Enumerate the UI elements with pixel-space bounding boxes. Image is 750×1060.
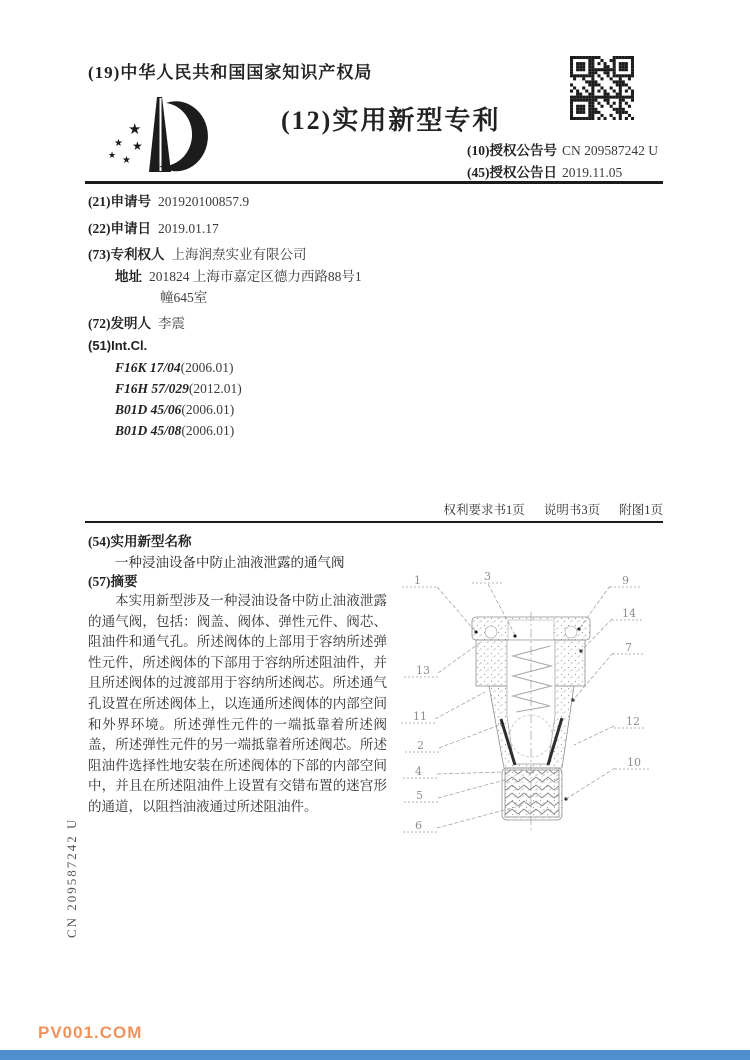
patentee-value: 上海润焘实业有限公司: [171, 247, 307, 262]
filing-date-value: 2019.01.17: [158, 221, 219, 236]
classification-version: (2006.01): [181, 423, 235, 438]
address-row: [115, 265, 362, 285]
callout-label: 14: [622, 607, 636, 620]
svg-text:★: ★: [128, 122, 142, 138]
inventor-row: [88, 312, 185, 332]
application-number-label: (21)申请号: [88, 194, 151, 209]
classification-row: [115, 402, 234, 418]
address-label: 地址: [115, 269, 142, 284]
publication-number-line: [467, 139, 658, 159]
callout-label: 3: [484, 570, 491, 583]
qr-code-icon: [570, 56, 634, 120]
claims-pages: 权利要求书1页: [443, 503, 525, 517]
invention-title: 一种浸油设备中防止油液泄露的通气阀: [115, 555, 345, 570]
document-type-title: (12)实用新型专利: [281, 106, 501, 135]
cnipa-logo-icon: [104, 90, 216, 178]
publication-date-line: [467, 161, 622, 181]
classification-version: (2012.01): [188, 381, 242, 396]
description-pages: 说明书3页: [543, 503, 601, 517]
classification-code: F16K 17/04: [115, 360, 181, 375]
abstract-section-label: (57)摘要: [88, 574, 138, 589]
callout-label: 5: [416, 789, 423, 802]
classification-version: (2006.01): [181, 402, 235, 417]
svg-text:★: ★: [132, 139, 143, 153]
classification-row: [115, 360, 234, 376]
drawings-pages: 附图1页: [619, 503, 663, 517]
publication-date-value: 2019.11.05: [562, 165, 623, 180]
footer-bar: [0, 1050, 750, 1060]
classification-row: [115, 381, 242, 397]
address-row-2: [160, 286, 207, 306]
callout-label: 9: [622, 574, 629, 587]
header-divider: [85, 181, 663, 184]
address-line2: 幢645室: [160, 290, 208, 305]
patent-figure: [392, 568, 684, 855]
watermark-text: PV001.COM: [38, 1023, 143, 1042]
callout-label: 6: [415, 819, 422, 832]
classification-code: B01D 45/08: [115, 423, 182, 438]
filing-date-row: [88, 217, 219, 237]
pages-info-line: [85, 500, 663, 518]
intcl-row: [88, 338, 147, 354]
inventor-label: (72)发明人: [88, 316, 151, 331]
classification-code: B01D 45/06: [115, 402, 182, 417]
classification-code: F16H 57/029: [115, 381, 189, 396]
publication-number-label: (10)授权公告号: [467, 143, 557, 158]
callout-label: 1: [414, 574, 421, 587]
svg-text:★: ★: [108, 150, 117, 160]
callout-label: 13: [416, 664, 430, 677]
callout-label: 10: [627, 756, 641, 769]
biblio-divider: [85, 521, 663, 523]
patentee-row: [88, 243, 307, 263]
publication-number-value: CN 209587242 U: [562, 143, 659, 158]
inventor-value: 李震: [158, 316, 185, 331]
abstract-text: 本实用新型涉及一种浸油设备中防止油液泄露的通气阀，包括：阀盖、阀体、弹性元件、阀芯、阻油件和通气孔。所述阀体的上部用于容纳所述弹性元件，所述阀体的下部用于容纳所述阻油件，并且所述阀体的过渡部用于容纳所述阀芯。所述通气孔设置在所述阀体上，以连通所述阀体的内部空间和外界环境。所述弹性元件的一端抵靠着所述阀盖，所述弹性元件的另一端抵靠着所述阀芯。所述阻油件选择性地安装在所述阀体的下部的内部空间中，并且在所述阻油件上设置有交错布置的迷宫形的通道，以阻挡油液通过所述阻油件。: [88, 593, 387, 814]
title-section-label: (54)实用新型名称: [88, 534, 192, 549]
callout-label: 11: [413, 710, 427, 723]
callout-label: 12: [626, 715, 640, 728]
callout-label: 2: [417, 739, 424, 752]
classification-version: (2006.01): [180, 360, 234, 375]
oil-block-element: [505, 770, 559, 817]
svg-text:★: ★: [114, 138, 123, 149]
svg-text:★: ★: [122, 155, 131, 166]
publication-date-label: (45)授权公告日: [467, 165, 557, 180]
application-number-row: [88, 190, 249, 210]
side-publication-number: CN 209587242 U: [64, 817, 79, 938]
application-number-value: 201920100857.9: [158, 194, 250, 209]
callout-label: 7: [625, 641, 632, 654]
callout-label: 4: [415, 765, 422, 778]
intcl-label: (51)Int.Cl.: [88, 338, 148, 353]
patent-office-line: (19)中华人民共和国国家知识产权局: [88, 63, 373, 82]
filing-date-label: (22)申请日: [88, 221, 151, 236]
classification-row: [115, 423, 234, 439]
patentee-label: (73)专利权人: [88, 247, 165, 262]
address-line1: 201824 上海市嘉定区德力西路88号1: [149, 269, 362, 284]
